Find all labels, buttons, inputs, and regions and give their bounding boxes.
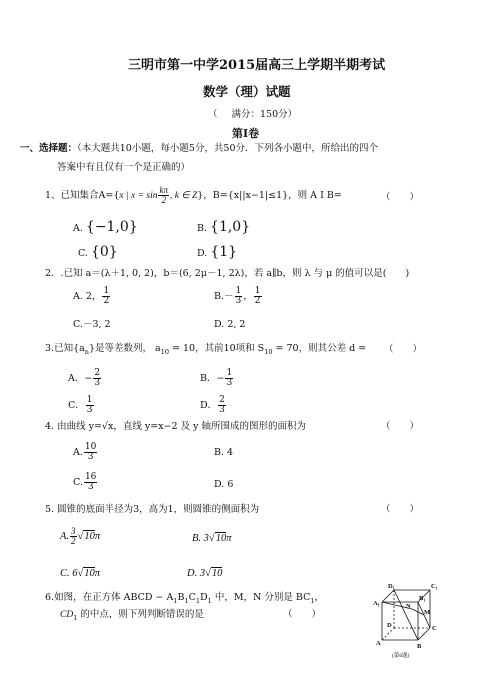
q6-stem2-sub: 1 [73, 613, 78, 622]
section-desc1: （本大题共10小题，每小题5分，共50分．下列各小题中，所给出的四个 [77, 143, 378, 154]
q4-opt-c-den: 3 [87, 482, 94, 492]
q3-opt-c: C． [68, 400, 85, 411]
q1-opt-a-label: A. [73, 223, 83, 234]
q5-opt-b-rad: 10 [215, 533, 227, 544]
q5-opt-b-pi: π [226, 533, 232, 544]
q6-stem1: 6.如图，在正方体 ABCD − A [45, 592, 174, 603]
label-b: B [417, 643, 422, 650]
q2-opt-b-den1: 3 [235, 296, 242, 306]
q6-stem-line1 [45, 592, 324, 606]
q6-sub4: 1 [207, 596, 212, 605]
q2-opt-a-den: 2 [103, 296, 110, 306]
q6-stem1-c: C [188, 592, 196, 603]
q1-opt-a-val: {−1,0} [85, 219, 138, 235]
q1-stem-c: , k ∈ Z [169, 191, 198, 201]
q5-opt-c-pi: π [94, 568, 101, 579]
q6-sub1: 1 [173, 596, 178, 605]
q3-opt-a-num: 2 [94, 368, 101, 378]
q2-opt-b-frac2 [254, 287, 262, 306]
edge-a1-d1 [382, 590, 394, 602]
q4-option-b: B. 4 [214, 447, 234, 458]
q6-stem1-f: ， [314, 592, 324, 603]
section-label: 一、选择题： [20, 143, 78, 154]
q4-opt-a-frac [84, 443, 97, 462]
q5-answer-paren: （ ） [381, 504, 420, 515]
q2-opt-a-num: 1 [103, 286, 110, 296]
q4-opt-a-num: 10 [84, 442, 97, 452]
q1-option-b [197, 219, 250, 236]
q5-opt-d-rad: 10 [211, 568, 223, 579]
q3-opt-d-den: 3 [219, 405, 225, 415]
q3-opt-b-num: 1 [226, 368, 233, 378]
q1-opt-c-label: C. [78, 248, 88, 259]
q5-option-c: C. 6√10π [60, 568, 101, 579]
q3-stem-b: }是等差数列， a [88, 343, 161, 354]
label-c1: C₁ [431, 583, 438, 590]
q6-answer-paren: （ ） [283, 609, 322, 620]
q6-stem2: CD [60, 610, 74, 620]
q3-opt-b-frac [225, 369, 233, 388]
q1-answer-paren: （ ） [381, 192, 420, 203]
q1-option-c [78, 244, 118, 261]
q5-opt-a-rad: 10 [84, 530, 95, 542]
q4-opt-a: A. [73, 447, 83, 458]
q3-opt-d-num: 2 [219, 395, 225, 405]
q5-opt-a-num: 3 [71, 526, 76, 536]
label-d1: D₁ [388, 583, 395, 590]
q6-sub3: 1 [195, 596, 201, 605]
label-b1: B₁ [419, 595, 426, 602]
q3-stem-sub: n [84, 347, 89, 356]
q2-option-c: C.－3, 2 [73, 319, 111, 330]
q3-stem-a: 3.已知{a [45, 343, 85, 354]
q1-fraction [158, 186, 169, 205]
q5-opt-c: C. 6 [60, 568, 78, 579]
figure-caption: (第6题) [392, 653, 410, 659]
q3-option-b [200, 369, 234, 388]
q6-stem1-b: B [177, 592, 185, 603]
q3-opt-b: B．− [200, 373, 225, 384]
q1-option-a [73, 219, 138, 236]
q4-opt-c-frac [84, 473, 97, 492]
q2-stem: 2．.已知 a＝(λ＋1, 0, 2)，b＝(6, 2μ－1, 2λ)，若 a∥b，则 λ 与 μ 的值可以是( ) [45, 268, 410, 279]
q2-opt-b-num1: 1 [235, 286, 242, 296]
q2-opt-a-frac [102, 287, 110, 306]
q4-opt-a-den: 3 [87, 452, 94, 462]
section-desc2: 答案中有且仅有一个是正确的） [57, 162, 191, 173]
q2-opt-b-num2: 1 [254, 286, 261, 296]
q5-opt-c-rad: 10 [84, 568, 95, 579]
q6-stem1-e: 中，M，N 分别是 BC [211, 592, 311, 603]
q3-option-a [68, 369, 102, 388]
label-c: C [432, 625, 437, 632]
q5-opt-a-pi: π [94, 530, 101, 542]
q4-opt-c-num: 16 [84, 472, 97, 482]
q3-opt-a-frac [93, 369, 101, 388]
q2-opt-b-den2: 2 [254, 296, 261, 306]
q1-frac-num: kπ [159, 185, 168, 195]
q3-stem-sub3: 10 [264, 347, 273, 356]
q5-opt-a-den: 2 [71, 536, 76, 546]
q6-stem1-d: D [200, 592, 208, 603]
label-a: A [376, 640, 381, 647]
q4-opt-c: C. [73, 477, 83, 488]
q2-opt-b-frac1 [235, 287, 243, 306]
q5-stem: 5. 圆锥的底面半径为3，高为1，则圆锥的侧面积为 [45, 504, 260, 515]
q5-opt-d: D. 3 [187, 568, 206, 579]
q1-stem-b: x | x = sin [119, 191, 158, 201]
q1-option-d [197, 244, 237, 261]
q5-opt-a: A. [60, 530, 70, 542]
label-n: N [406, 603, 411, 610]
q3-opt-d: D． [200, 400, 218, 411]
q1-opt-b-val: {1,0} [210, 219, 251, 235]
q1-frac-den: 2 [161, 195, 166, 205]
q3-answer-paren: （ ） [384, 344, 423, 355]
cube-figure [372, 578, 440, 660]
score-text: 满分：150分） [231, 109, 298, 120]
subject-title: 数学（理）试题 [203, 84, 291, 99]
q2-option-b [214, 287, 263, 306]
q2-option-d: D. 2, 2 [214, 319, 246, 330]
q3-opt-c-den: 3 [86, 405, 93, 415]
q5-opt-a-frac [70, 527, 77, 546]
q2-option-a [73, 287, 111, 306]
q2-opt-a: A. 2， [73, 291, 102, 302]
q3-opt-b-den: 3 [226, 378, 233, 388]
line-d1-b [394, 590, 418, 640]
volume-title: 第Ⅰ卷 [232, 127, 260, 140]
q4-option-d: D. 6 [214, 479, 234, 490]
q4-option-c [73, 473, 98, 492]
q3-opt-d-frac [218, 396, 226, 415]
q4-answer-paren: （ ） [381, 421, 420, 432]
q3-stem [45, 343, 366, 357]
q5-option-a: A. $\frac{3}{2}$ √10π [60, 526, 101, 546]
label-m: M [424, 609, 431, 616]
q1-opt-c-val: {0} [90, 244, 118, 260]
q1-stem-a: 1、已知集合A={ [45, 190, 120, 201]
q3-stem-d: = 70，则其公差 d = [272, 343, 367, 354]
q3-opt-c-frac [86, 396, 94, 415]
edge-a-d [382, 628, 394, 640]
q5-opt-b: B. 3 [192, 533, 209, 544]
q6-stem2-b: 的中点，则下列判断错误的是 [77, 609, 204, 620]
q5-option-d: D. 3√10 [187, 568, 223, 579]
score-line [208, 109, 297, 120]
label-a1: A₁ [373, 600, 380, 607]
q1-stem [45, 186, 342, 205]
q3-opt-c-num: 1 [86, 395, 93, 405]
q4-option-a [73, 443, 98, 462]
q1-stem-d: }，B={x||x−1|≤1}，则 A I B= [197, 190, 342, 201]
q3-stem-sub2: 10 [160, 347, 169, 356]
q1-opt-d-val: {1} [210, 244, 238, 260]
q2-opt-b-sep: ， [243, 291, 253, 302]
edge-b-c [418, 628, 430, 640]
score-open: （ [208, 109, 218, 120]
q3-option-d [200, 396, 227, 415]
q3-opt-a-den: 3 [94, 378, 101, 388]
q1-opt-b-label: B. [197, 223, 208, 234]
q1-opt-d-label: D. [197, 248, 208, 259]
q5-option-b: B. 3√10π [192, 533, 232, 544]
q3-opt-a: A．− [68, 373, 93, 384]
section-desc-line1 [20, 143, 378, 154]
q6-stem-line2 [60, 609, 204, 623]
q4-stem: 4. 由曲线 y=√x，直线 y=x−2 及 y 轴所围成的图形的面积为 [45, 421, 306, 432]
q3-option-c [68, 396, 95, 415]
q3-stem-c: = 10，其前10项和 S [168, 343, 265, 354]
q6-sub5: 1 [310, 596, 315, 605]
school-title: 三明市第一中学2015届高三上学期半期考试 [128, 58, 386, 73]
q6-sub2: 1 [184, 596, 189, 605]
q2-opt-b: B.－ [214, 291, 234, 302]
label-d: D [387, 622, 392, 629]
